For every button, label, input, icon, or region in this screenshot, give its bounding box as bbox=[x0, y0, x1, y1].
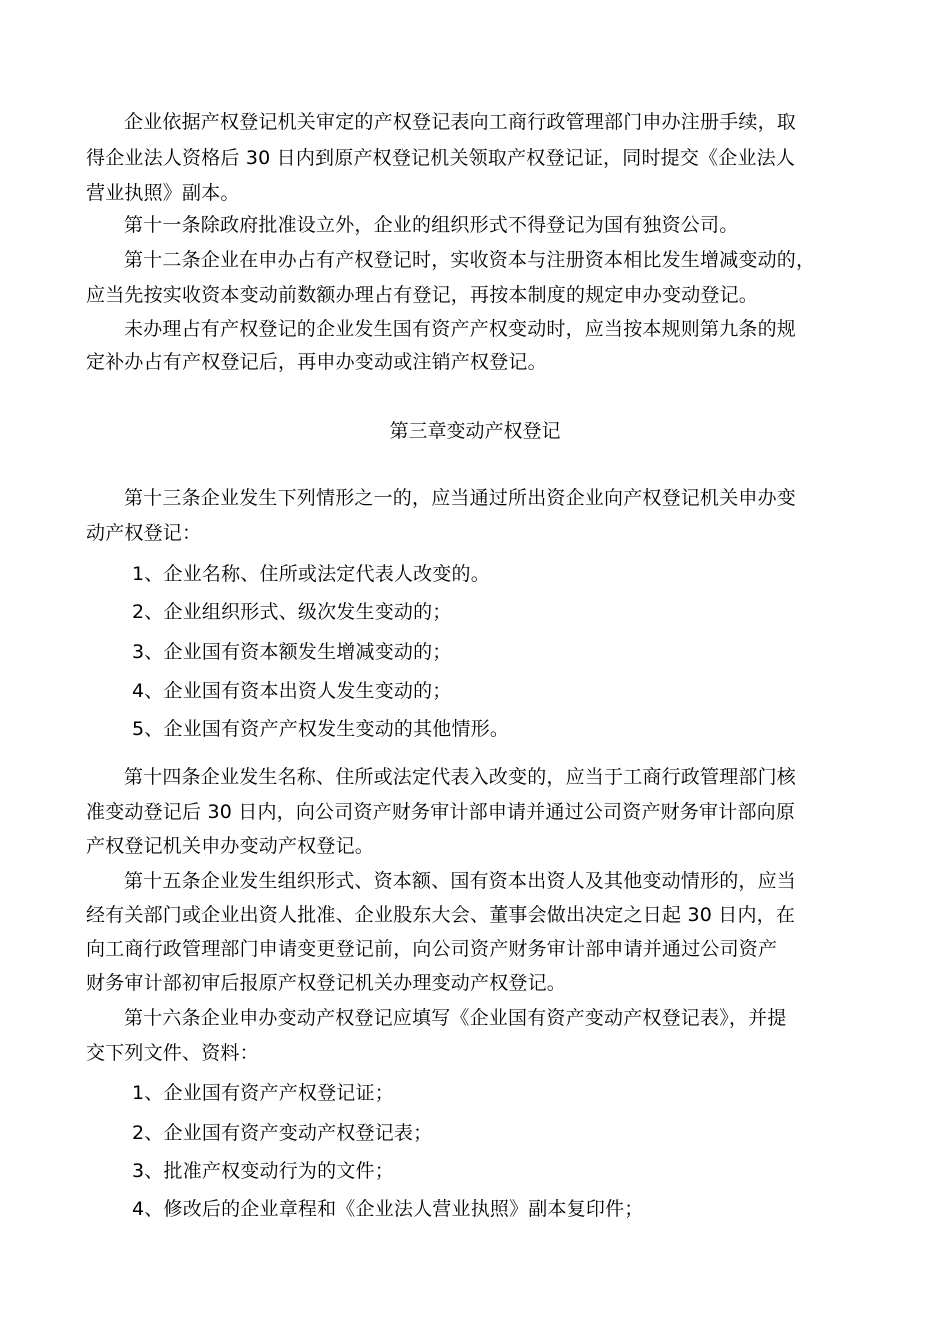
article-14-line: 准变动登记后 30 日内，向公司资产财务审计部申请并通过公司资产财务审计部向原 bbox=[86, 801, 796, 823]
paragraph-line: 定补办占有产权登记后，再申办变动或注销产权登记。 bbox=[86, 351, 547, 373]
article-16-line: 交下列文件、资料： bbox=[86, 1042, 259, 1064]
article-13-line: 动产权登记： bbox=[86, 522, 202, 544]
article-14-line: 产权登记机关申办变动产权登记。 bbox=[86, 835, 375, 857]
list-item: 3、企业国有资本额发生增减变动的； bbox=[132, 641, 452, 663]
list-item: 2、企业组织形式、级次发生变动的； bbox=[132, 601, 452, 623]
list-item: 1、企业国有资产产权登记证； bbox=[132, 1082, 394, 1104]
article-14-line: 第十四条企业发生名称、住所或法定代表入改变的，应当于工商行政管理部门核 bbox=[124, 766, 797, 788]
paragraph-line: 企业依据产权登记机关审定的产权登记表向工商行政管理部门申办注册手续，取 bbox=[124, 111, 797, 133]
article-12-line: 第十二条企业在申办占有产权登记时，实收资本与注册资本相比发生增减变动的， bbox=[124, 249, 816, 271]
chapter-title: 第三章变动产权登记 bbox=[389, 420, 561, 442]
article-15-line: 向工商行政管理部门申请变更登记前，向公司资产财务审计部申请并通过公司资产 bbox=[86, 938, 778, 960]
article-15-line: 第十五条企业发生组织形式、资本额、国有资本出资人及其他变动情形的，应当 bbox=[124, 870, 797, 892]
paragraph-line: 营业执照》副本。 bbox=[86, 182, 240, 204]
paragraph-line: 未办理占有产权登记的企业发生国有资产产权变动时，应当按本规则第九条的规 bbox=[124, 318, 797, 340]
list-item: 4、修改后的企业章程和《企业法人营业执照》副本复印件； bbox=[132, 1198, 644, 1220]
list-item: 4、企业国有资本出资人发生变动的； bbox=[132, 680, 452, 702]
paragraph-line: 得企业法人资格后 30 日内到原产权登记机关领取产权登记证，同时提交《企业法人 bbox=[86, 147, 796, 169]
article-11-line: 第十一条除政府批准设立外，企业的组织形式不得登记为国有独资公司。 bbox=[124, 214, 739, 236]
list-item: 2、企业国有资产变动产权登记表； bbox=[132, 1122, 433, 1144]
article-13-line: 第十三条企业发生下列情形之一的，应当通过所出资企业向产权登记机关申办变 bbox=[124, 487, 797, 509]
list-item: 3、批准产权变动行为的文件； bbox=[132, 1160, 394, 1182]
article-12-line: 应当先按实收资本变动前数额办理占有登记，再按本制度的规定申办变动登记。 bbox=[86, 284, 759, 306]
article-15-line: 财务审计部初审后报原产权登记机关办理变动产权登记。 bbox=[86, 972, 567, 994]
list-item: 1、企业名称、住所或法定代表人改变的。 bbox=[132, 563, 490, 585]
article-16-line: 第十六条企业申办变动产权登记应填写《企业国有资产变动产权登记表》，并提 bbox=[124, 1007, 787, 1029]
list-item: 5、企业国有资产产权发生变动的其他情形。 bbox=[132, 718, 510, 740]
article-15-line: 经有关部门或企业出资人批准、企业股东大会、董事会做出决定之日起 30 日内，在 bbox=[86, 904, 796, 926]
